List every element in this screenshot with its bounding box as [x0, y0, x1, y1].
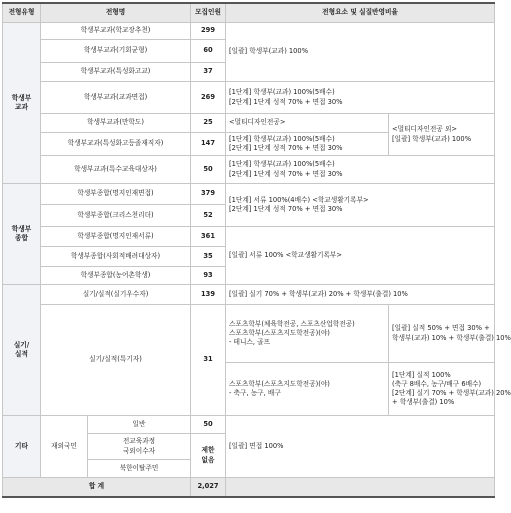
method-line: [2단계] 실기 70% + 학생부(교과) 20% [392, 389, 511, 397]
method-line: [2단계] 1단계 성적 70% + 면접 30% [229, 144, 343, 152]
row-method [226, 82, 495, 114]
row-name: 학생부종합(농어촌학생) [41, 267, 191, 285]
row-quota: 50 [191, 416, 226, 434]
row-method [389, 305, 511, 363]
subdept-line: - 축구, 농구, 배구 [229, 389, 281, 397]
row-quota: 50 [191, 156, 226, 184]
total-label: 합 계 [3, 478, 191, 497]
header-name: 전형명 [41, 3, 191, 23]
table-row [3, 23, 495, 40]
table-row [3, 82, 495, 114]
row-name: 북한이탈주민 [88, 460, 191, 478]
row-method: <멀티디자인전공> [226, 114, 389, 133]
method-line: [2단계] 1단계 성적 70% + 면접 30% [229, 97, 343, 106]
row-quota: 361 [191, 227, 226, 247]
group-student-comprehensive: 학생부 종합 [3, 184, 41, 285]
header-type: 전형유형 [3, 3, 41, 23]
row-quota: 269 [191, 82, 226, 114]
total-value: 2,027 [191, 478, 226, 497]
row-quota: 52 [191, 205, 226, 227]
subdept-line: - 테니스, 골프 [229, 338, 271, 347]
row-quota: 60 [191, 40, 226, 63]
method-line: 학생부(교과) 10% + 학생부(출결) 10% [392, 333, 511, 342]
method-line: [1단계] 학생부(교과) 100%(5배수) [229, 134, 335, 143]
row-quota: 35 [191, 247, 226, 267]
method-line: [2단계] 1단계 성적 70% + 면접 30% [229, 205, 343, 213]
table-row [3, 285, 495, 305]
row-method: [일괄] 실기 70% + 학생부(교과) 20% + 학생부(출결) 10% [226, 285, 495, 305]
header-row [3, 3, 495, 23]
row-quota: 31 [191, 305, 226, 416]
row-subdept [226, 363, 389, 416]
row-name: 학생부교과(기회균형) [41, 40, 191, 63]
method-line: [2단계] 1단계 성적 70% + 면접 30% [229, 169, 343, 178]
method-line: [일괄] 실적 50% + 면접 30% + [392, 324, 490, 333]
method-line: [1단계] 학생부(교과) 100%(5배수) [229, 88, 335, 97]
row-method-side [389, 114, 495, 156]
table-row [3, 156, 495, 184]
row-quota [191, 434, 226, 478]
name-line: 전교육과정 [122, 437, 156, 446]
row-quota: 139 [191, 285, 226, 305]
row-quota: 93 [191, 267, 226, 285]
method-line: [1단계] 서류 100%(4배수) <학교생활기록부> [229, 195, 369, 204]
subdept-line: 스포츠학부(스포츠지도학전공)(야) [229, 379, 330, 388]
row-name: 학생부교과(학교장추천) [41, 23, 191, 40]
row-quota: 147 [191, 133, 226, 156]
group-student-subject: 학생부 교과 [3, 23, 41, 184]
row-name: 실기/실적(실기우수자) [41, 285, 191, 305]
row-quota: 379 [191, 184, 226, 205]
row-method [226, 156, 495, 184]
table-row [3, 305, 495, 363]
row-name: 학생부종합(사회적배려대상자) [41, 247, 191, 267]
row-name: 학생부종합(명지인재서류) [41, 227, 191, 247]
row-method: [일괄] 면접 100% [226, 416, 495, 478]
row-name: 학생부종합(명지인재면접) [41, 184, 191, 205]
group-other: 기타 [3, 416, 41, 478]
row-name: 학생부교과(교과면접) [41, 82, 191, 114]
method-line: [1단계] 실적 100% [392, 370, 451, 379]
header-quota: 모집인원 [191, 3, 226, 23]
row-name: 실기/실적(특기자) [41, 305, 191, 416]
total-empty [226, 478, 495, 497]
name-line: 국외이수자 [122, 446, 156, 455]
method-line: [1단계] 학생부(교과) 100%(5배수) [229, 160, 335, 169]
row-name: 일반 [88, 416, 191, 434]
method-line: <멀티디자인전공 외> [392, 125, 458, 134]
row-name: 학생부종합(크리스천리더) [41, 205, 191, 227]
row-name: 학생부교과(특수교육대상자) [41, 156, 191, 184]
method-line: [일괄] 학생부(교과) 100% [392, 134, 472, 143]
table-row [3, 416, 495, 434]
row-name: 학생부교과(특성화고등졸재직자) [41, 133, 191, 156]
row-method [389, 363, 511, 416]
method-line: + 학생부(출결) 10% [392, 398, 455, 407]
row-method [226, 184, 495, 227]
method-line: (축구 8배수, 농구/배구 6배수) [392, 379, 482, 388]
row-quota: 299 [191, 23, 226, 40]
row-subdept [226, 305, 389, 363]
row-method [226, 133, 389, 156]
subdept-line: 스포츠학부(체육학전공, 스포츠산업학전공) [229, 319, 355, 328]
foreign-label: 재외국민 [41, 416, 88, 478]
row-method: [일괄] 학생부(교과) 100% [226, 23, 495, 82]
total-row [3, 478, 495, 497]
row-quota: 25 [191, 114, 226, 133]
header-method: 전형요소 및 실질반영비율 [226, 3, 495, 23]
quota-line: 제한 [201, 446, 215, 455]
row-method: [일괄] 서류 100% <학교생활기록부> [226, 227, 495, 285]
row-quota: 37 [191, 63, 226, 82]
row-name: 학생부교과(특성화고교) [41, 63, 191, 82]
table-row [3, 114, 495, 133]
quota-line: 없음 [201, 455, 215, 464]
table-row [3, 184, 495, 205]
subdept-line: 스포츠학부(스포츠지도학전공)(야) [229, 328, 330, 337]
group-practical: 실기/ 실적 [3, 285, 41, 416]
row-name: 학생부교과(만학도) [41, 114, 191, 133]
admission-table [2, 2, 511, 498]
row-name [88, 434, 191, 460]
table-row [3, 227, 495, 247]
